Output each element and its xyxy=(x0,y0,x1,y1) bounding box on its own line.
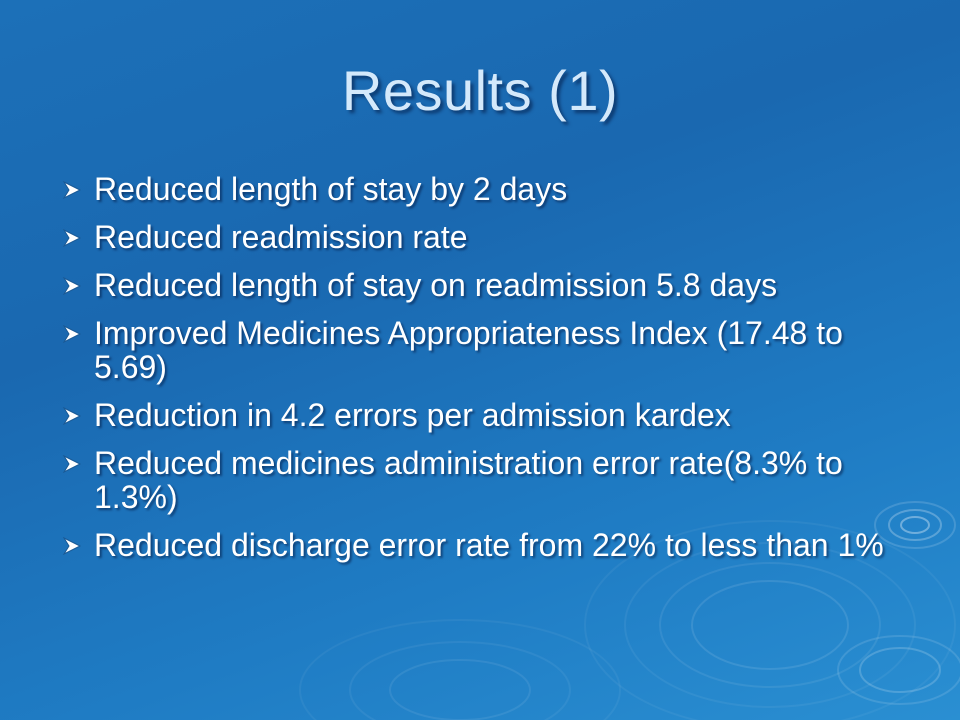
bullet-item xyxy=(62,398,912,432)
bullet-text: Reduced readmission rate xyxy=(94,219,468,255)
bullet-text: Improved Medicines Appropriateness Index (17.48 to 5.69) xyxy=(94,315,843,385)
bullet-item xyxy=(62,268,912,302)
bullet-item xyxy=(62,528,912,562)
bullet-text: Reduced medicines administration error rate(8.3% to 1.3%) xyxy=(94,445,843,515)
arrowhead-bullet-icon xyxy=(62,537,82,555)
arrowhead-bullet-icon xyxy=(62,455,82,473)
bullet-text: Reduced discharge error rate from 22% to less than 1% xyxy=(94,527,884,563)
bullet-text: Reduction in 4.2 errors per admission kardex xyxy=(94,397,731,433)
bullet-text: Reduced length of stay by 2 days xyxy=(94,171,568,207)
arrowhead-bullet-icon xyxy=(62,229,82,247)
bullet-list xyxy=(62,172,912,576)
arrowhead-bullet-icon xyxy=(62,407,82,425)
bullet-item xyxy=(62,446,912,514)
bullet-item xyxy=(62,220,912,254)
arrowhead-bullet-icon xyxy=(62,277,82,295)
arrowhead-bullet-icon xyxy=(62,181,82,199)
arrowhead-bullet-icon xyxy=(62,325,82,343)
bullet-text: Reduced length of stay on readmission 5.8 days xyxy=(94,267,778,303)
bullet-item xyxy=(62,316,912,384)
slide-title: Results (1) xyxy=(341,59,619,122)
bullet-item xyxy=(62,172,912,206)
